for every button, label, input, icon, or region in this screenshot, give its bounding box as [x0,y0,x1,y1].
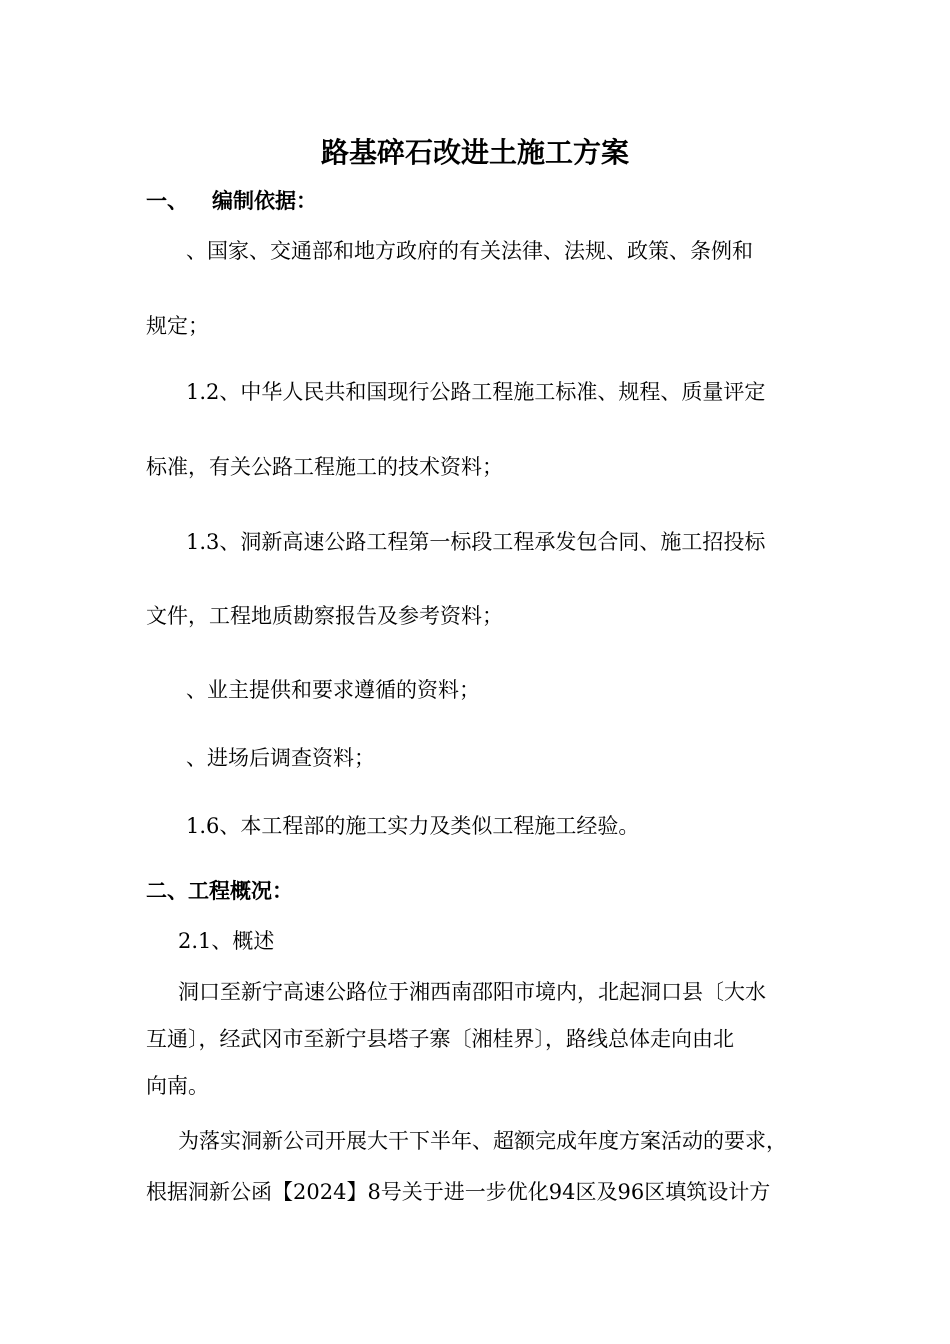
overview-para1-line1: 洞口至新宁高速公路位于湘西南邵阳市境内，北起洞口县〔大水 [178,980,766,1004]
overview-para1-line2: 互通〕，经武冈市至新宁县塔子寨〔湘桂界〕，路线总体走向由北 [146,1027,734,1051]
basis-item-2-line1: 1.2、中华人民共和国现行公路工程施工标准、规程、质量评定 [186,380,766,404]
section1-heading: 编制依据： [212,188,317,213]
section2-heading: 二、工程概况： [146,878,293,903]
basis-item-5: 、进场后调查资料； [186,746,375,770]
overview-para1-line3: 向南。 [146,1074,209,1098]
basis-item-1-line2: 规定； [146,314,209,338]
basis-item-3-line1: 1.3、洞新高速公路工程第一标段工程承发包合同、施工招投标 [186,530,766,554]
overview-para2-line1: 为落实洞新公司开展大干下半年、超额完成年度方案活动的要求， [178,1129,787,1153]
basis-item-4: 、业主提供和要求遵循的资料； [186,678,480,702]
basis-item-3-line2: 文件，工程地质勘察报告及参考资料； [146,604,503,628]
basis-item-2-line2: 标准，有关公路工程施工的技术资料； [146,455,503,479]
basis-item-6: 1.6、本工程部的施工实力及类似工程施工经验。 [186,814,640,838]
basis-item-1-line1: 、国家、交通部和地方政府的有关法律、法规、政策、条例和 [186,239,753,263]
section2-subheading: 2.1、概述 [178,929,275,953]
document-title: 路基碎石改进土施工方案 [320,136,629,169]
overview-para2-line2: 根据洞新公函【2024】8号关于进一步优化94区及96区填筑设计方 [146,1180,771,1204]
section1-number: 一、 [146,188,188,213]
